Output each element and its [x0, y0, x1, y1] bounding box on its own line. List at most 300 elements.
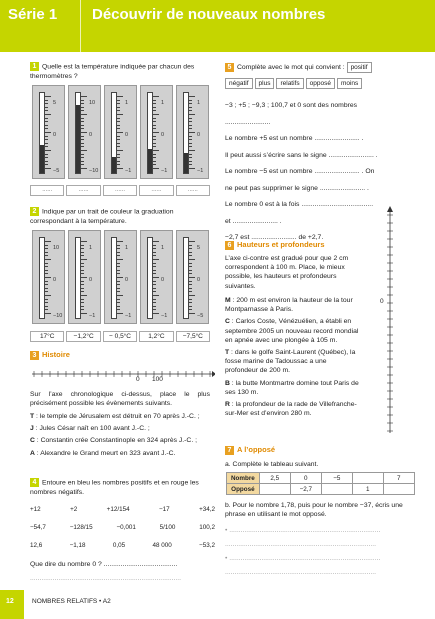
ex3-text: Sur l’axe chronologique ci-dessus, place le plus précisément possible les évènements suivants.: [30, 391, 210, 408]
scale-tick: [189, 299, 192, 300]
scale-tick: [45, 143, 48, 144]
scale-tick: [153, 270, 156, 271]
table-cell[interactable]: 1: [352, 484, 383, 495]
word-negatif[interactable]: négatif: [225, 78, 253, 89]
scale-tick: [117, 313, 123, 314]
scale-tick: [81, 164, 84, 165]
scale-tick: [189, 114, 195, 115]
mercury-level: [40, 145, 44, 173]
scale-tick: [45, 295, 51, 296]
scale-label: 0: [125, 277, 129, 283]
scale-tick: [189, 248, 192, 249]
number-item[interactable]: 12,6: [30, 541, 43, 549]
scale-tick: [45, 270, 48, 271]
axis-label-100: 100: [152, 376, 163, 383]
ex2-values-row: [30, 331, 210, 342]
word-bank: [225, 78, 430, 89]
scale-tick: [189, 277, 195, 278]
scale-tick: [45, 150, 51, 151]
sentence[interactable]: Le nombre −5 est un nombre ........................ . On: [225, 168, 375, 175]
answer-box[interactable]: ......: [176, 185, 210, 196]
sentence[interactable]: ........................: [225, 118, 271, 126]
ex7-heading: [225, 445, 275, 455]
scale-label: −1: [197, 168, 204, 174]
ex2-number: 2: [30, 207, 39, 216]
sentence[interactable]: Le nombre 0 est à la fois ......................................: [225, 201, 374, 208]
scale-tick: [153, 309, 156, 310]
scale-tick: [117, 125, 120, 126]
serie-label: Série 1: [8, 6, 58, 23]
scale-tick: [45, 168, 51, 169]
scale-label: −1: [125, 168, 132, 174]
scale-tick: [153, 281, 156, 282]
scale-tick: [81, 288, 84, 289]
scale-tick: [81, 143, 84, 144]
ex2-statement: [30, 207, 210, 226]
ex6-item: R : la profondeur de la rade de Villefranche-sur-Mer est d’environ 280 m.: [225, 401, 357, 418]
ex1-answer-row: [30, 185, 210, 196]
word-plus[interactable]: plus: [255, 78, 275, 89]
scale-tick: [45, 248, 48, 249]
scale-tick: [117, 114, 123, 115]
scale-tick: [189, 252, 192, 253]
table-cell[interactable]: −2,7: [290, 484, 321, 495]
scale-tick: [81, 168, 87, 169]
scale-tick: [117, 161, 120, 162]
scale-tick: [45, 157, 48, 158]
scale-tick: [153, 245, 156, 246]
number-item[interactable]: −17: [158, 505, 170, 513]
ex3-item: C : Constantin crée Constantinople en 324 après J.-C. ;: [30, 437, 198, 445]
answer-box[interactable]: ......: [139, 185, 173, 196]
scale-tick: [81, 241, 87, 242]
scale-tick: [153, 143, 156, 144]
scale-label: −10: [89, 168, 99, 174]
scale-tick: [153, 259, 159, 260]
scale-tick: [45, 110, 48, 111]
scale-tick: [45, 118, 48, 119]
scale-tick: [153, 96, 159, 97]
thermometer[interactable]: [32, 230, 65, 324]
scale-tick: [189, 128, 192, 129]
answer-line[interactable]: • ................................................................................: [225, 555, 381, 562]
number-item[interactable]: −0,001: [116, 523, 136, 531]
scale-tick: [45, 125, 48, 126]
scale-tick: [81, 263, 84, 264]
scale-tick: [81, 266, 84, 267]
scale-tick: [117, 245, 120, 246]
scale-tick: [81, 277, 87, 278]
ex6-number: 6: [225, 241, 234, 250]
scale-tick: [153, 157, 156, 158]
scale-tick: [117, 252, 120, 253]
scale-tick: [45, 139, 48, 140]
scale-tick: [189, 118, 192, 119]
temperature-value: 17°C: [30, 331, 64, 342]
ex3-item: T : le temple de Jérusalem est détruit en 70 après J.-C. ;: [30, 413, 200, 420]
scale-tick: [189, 125, 192, 126]
ex7-part-a: a. Complète le tableau suivant.: [225, 461, 319, 468]
scale-tick: [81, 161, 84, 162]
number-item[interactable]: −53,2: [199, 541, 215, 549]
scale-label: 10: [89, 100, 96, 106]
scale-tick: [81, 306, 84, 307]
scale-tick: [117, 164, 120, 165]
ex5-statement: [225, 62, 425, 73]
scale-tick: [189, 259, 195, 260]
scale-tick: [117, 288, 120, 289]
table-header: Opposé: [227, 484, 260, 495]
scale-tick: [45, 161, 48, 162]
scale-tick: [153, 110, 156, 111]
scale-tick: [117, 284, 120, 285]
ex3-items: [30, 412, 215, 458]
scale-tick: [117, 128, 120, 129]
scale-tick: [117, 96, 123, 97]
number-item[interactable]: +34,2: [199, 505, 215, 513]
scale-tick: [189, 121, 192, 122]
scale-tick: [45, 266, 48, 267]
scale-label: 1: [125, 100, 129, 106]
scale-tick: [153, 255, 156, 256]
scale-tick: [117, 241, 123, 242]
scale-tick: [117, 136, 120, 137]
number-item[interactable]: 0,05: [112, 541, 126, 549]
answer-box[interactable]: ......: [30, 185, 64, 196]
scale-tick: [117, 154, 120, 155]
scale-tick: [81, 281, 84, 282]
sentence[interactable]: et ........................ .: [225, 217, 282, 225]
sentence[interactable]: ne peut pas supprimer le signe ........................ .: [225, 184, 369, 192]
scale-tick: [45, 96, 51, 97]
scale-label: −1: [125, 313, 132, 319]
header-separator: [80, 0, 81, 52]
opposites-table: [226, 472, 415, 495]
ex4-text: Entoure en bleu les nombres positifs et en rouge les nombres négatifs.: [30, 479, 199, 496]
answer-line[interactable]: • ................................................................................: [225, 527, 381, 534]
scale-tick: [189, 132, 195, 133]
table-cell[interactable]: [352, 473, 383, 484]
scale-label: 0: [89, 132, 93, 138]
scale-tick: [153, 154, 156, 155]
scale-tick: [81, 150, 87, 151]
scale-tick: [153, 161, 156, 162]
scale-tick: [117, 266, 120, 267]
sentence[interactable]: −2,7 est ........................ de +2,7.: [225, 234, 324, 241]
footer-text: NOMBRES RELATIFS • A2: [32, 598, 111, 605]
scale-tick: [117, 100, 120, 101]
sentence[interactable]: Il peut aussi s’écrire sans le signe ........................ .: [225, 151, 378, 159]
table-cell[interactable]: [383, 484, 414, 495]
scale-label: −1: [89, 313, 96, 319]
table-cell[interactable]: 0: [290, 473, 321, 484]
word-positif[interactable]: positif: [347, 62, 372, 73]
scale-tick: [189, 161, 192, 162]
scale-tick: [117, 150, 123, 151]
scale-tick: [153, 114, 159, 115]
scale-tick: [45, 306, 48, 307]
scale-tick: [117, 259, 123, 260]
scale-label: −5: [53, 168, 60, 174]
scale-label: 0: [197, 132, 201, 138]
scale-tick: [45, 100, 48, 101]
temperature-value: − 0,5°C: [103, 331, 137, 342]
scale-tick: [81, 154, 84, 155]
ex6-item: C : Carlos Coste, Vénézuélien, a établi en septembre 2005 un nouveau record mondial en apnée avec une plongée à 105 m.: [225, 318, 359, 344]
scale-tick: [45, 121, 48, 122]
scale-tick: [189, 110, 192, 111]
scale-tick: [117, 277, 123, 278]
number-item[interactable]: +12: [30, 505, 41, 513]
scale-label: 0: [89, 277, 93, 283]
table-cell[interactable]: [321, 484, 352, 495]
scale-tick: [189, 143, 192, 144]
sentence[interactable]: Le nombre +5 est un nombre ........................ .: [225, 135, 364, 142]
scale-tick: [81, 96, 87, 97]
ex4-numbers: [30, 502, 215, 552]
ex1-text: Quelle est la température indiquée par chacun des thermomètres ?: [30, 63, 195, 80]
answer-box[interactable]: ......: [66, 185, 100, 196]
scale-tick: [153, 168, 159, 169]
number-item[interactable]: 100,2: [199, 523, 215, 531]
scale-tick: [189, 164, 192, 165]
table-cell[interactable]: −5: [321, 473, 352, 484]
scale-tick: [81, 259, 87, 260]
scale-tick: [45, 277, 51, 278]
ex6-title: Hauteurs et profondeurs: [237, 240, 325, 249]
scale-tick: [153, 132, 159, 133]
thermometer[interactable]: [176, 230, 209, 324]
scale-tick: [189, 281, 192, 282]
number-item[interactable]: −1,18: [69, 541, 86, 549]
scale-tick: [45, 259, 51, 260]
answer-line[interactable]: ................................................................................: [225, 541, 377, 548]
thermometer[interactable]: [68, 230, 101, 324]
ex5-number: 5: [225, 63, 234, 72]
thermometer: [68, 85, 101, 179]
ex1-statement: [30, 62, 210, 81]
scale-tick: [153, 136, 156, 137]
scale-label: 0: [53, 132, 57, 138]
scale-tick: [117, 255, 120, 256]
scale-tick: [153, 107, 156, 108]
scale-tick: [189, 96, 195, 97]
scale-tick: [117, 110, 120, 111]
scale-tick: [189, 266, 192, 267]
scale-label: 5: [53, 100, 57, 106]
scale-tick: [81, 245, 84, 246]
scale-label: 0: [161, 132, 165, 138]
scale-tick: [45, 263, 48, 264]
scale-label: −5: [197, 313, 204, 319]
scale-tick: [45, 154, 48, 155]
answer-line[interactable]: ................................................................................: [225, 569, 377, 576]
scale-tick: [189, 107, 192, 108]
scale-label: 1: [89, 245, 93, 251]
scale-tick: [153, 241, 159, 242]
answer-box[interactable]: ......: [103, 185, 137, 196]
scale-tick: [117, 302, 120, 303]
scale-label: 1: [197, 100, 201, 106]
word-oppose[interactable]: opposé: [306, 78, 335, 89]
scale-tick: [153, 291, 156, 292]
scale-tick: [81, 313, 87, 314]
ex5-text: Complète avec le mot qui convient :: [237, 64, 345, 71]
number-item[interactable]: 48 000: [152, 541, 172, 549]
answer-lines: [225, 524, 420, 580]
temperature-value: −7,5°C: [176, 331, 210, 342]
scale-tick: [117, 146, 120, 147]
scale-tick: [189, 100, 192, 101]
number-row: [30, 502, 215, 516]
scale-tick: [189, 245, 192, 246]
scale-tick: [81, 291, 84, 292]
temperature-value: −1,2°C: [66, 331, 100, 342]
thermometer[interactable]: [104, 230, 137, 324]
ex2-text: Indique par un trait de couleur la graduation correspondant à la température.: [30, 208, 174, 225]
scale-tick: [117, 295, 123, 296]
scale-tick: [81, 118, 84, 119]
scale-tick: [189, 288, 192, 289]
thermometers-row-2: [30, 230, 210, 325]
scale-tick: [153, 313, 159, 314]
scale-label: 1: [161, 245, 165, 251]
scale-tick: [81, 110, 84, 111]
scale-tick: [153, 266, 156, 267]
scale-label: −10: [53, 313, 63, 319]
scale-tick: [81, 139, 84, 140]
scale-tick: [153, 248, 156, 249]
scale-tick: [117, 306, 120, 307]
scale-tick: [153, 295, 159, 296]
scale-tick: [117, 107, 120, 108]
scale-tick: [153, 299, 156, 300]
scale-tick: [117, 132, 123, 133]
word-moins[interactable]: moins: [337, 78, 362, 89]
ex4-question[interactable]: Que dire du nombre 0 ? .......................................: [30, 561, 178, 568]
ex7-title: A l’opposé: [237, 445, 276, 454]
page-title: Découvrir de nouveaux nombres: [92, 6, 326, 23]
number-item[interactable]: −128/15: [69, 523, 93, 531]
ex6-item: T : dans le golfe Saint-Laurent (Québec), la fosse marine de Tadoussac a une profondeur de 200 m.: [225, 349, 356, 375]
scale-tick: [189, 313, 195, 314]
scale-tick: [45, 136, 48, 137]
thermometer: [32, 85, 65, 179]
scale-tick: [45, 273, 48, 274]
scale-tick: [117, 248, 120, 249]
scale-tick: [189, 295, 195, 296]
scale-tick: [153, 150, 159, 151]
chronology-axis[interactable]: [30, 364, 215, 390]
number-row: [30, 516, 215, 538]
ex3-number: 3: [30, 351, 39, 360]
scale-tick: [153, 252, 156, 253]
scale-tick: [189, 291, 192, 292]
thermometer: [140, 85, 173, 179]
scale-tick: [153, 284, 156, 285]
ex7-number: 7: [225, 446, 234, 455]
ex3-title: Histoire: [42, 350, 70, 359]
scale-tick: [189, 263, 192, 264]
scale-tick: [153, 121, 156, 122]
scale-tick: [117, 281, 120, 282]
scale-tick: [153, 139, 156, 140]
ex6-item: B : la butte Montmartre domine tout Paris de ses 130 m.: [225, 379, 359, 396]
scale-tick: [153, 302, 156, 303]
ex7-part-b: b. Pour le nombre 1,78, puis pour le nombre −37, écris une phrase en utilisant le mot opposé.: [225, 502, 403, 519]
number-row: [30, 538, 215, 552]
scale-tick: [153, 146, 156, 147]
mercury-level: [112, 157, 116, 173]
ex3-item: J : Jules César naît en 100 avant J.-C. ;: [30, 425, 150, 433]
scale-tick: [117, 309, 120, 310]
scale-tick: [153, 118, 156, 119]
scale-tick: [45, 309, 48, 310]
scale-tick: [81, 157, 84, 158]
scale-tick: [117, 157, 120, 158]
scale-tick: [81, 302, 84, 303]
ex6-items: [225, 296, 360, 418]
table-row: [227, 484, 415, 495]
ex3-item: A : Alexandre le Grand meurt en 323 avant J.-C.: [30, 449, 176, 457]
scale-tick: [81, 136, 84, 137]
scale-tick: [45, 291, 48, 292]
thermometer[interactable]: [140, 230, 173, 324]
scale-tick: [117, 273, 120, 274]
scale-tick: [45, 103, 48, 104]
ex3-heading: [30, 350, 70, 360]
word-relatifs[interactable]: relatifs: [276, 78, 303, 89]
scale-tick: [45, 252, 48, 253]
scale-tick: [45, 114, 51, 115]
scale-tick: [81, 270, 84, 271]
scale-label: 0: [53, 277, 57, 283]
sentence: −3 ; +5 ; −9,3 ; 100,7 et 0 sont des nombres: [225, 102, 358, 109]
number-item[interactable]: +12/154: [106, 505, 130, 513]
scale-tick: [81, 252, 84, 253]
ex1-number: 1: [30, 62, 39, 71]
table-cell[interactable]: [259, 484, 290, 495]
number-item[interactable]: −54,7: [30, 523, 46, 531]
scale-tick: [81, 273, 84, 274]
mercury-level: [184, 153, 188, 173]
scale-tick: [45, 107, 48, 108]
answer-line[interactable]: ................................................................................: [30, 575, 182, 582]
scale-tick: [81, 121, 84, 122]
scale-tick: [45, 255, 48, 256]
scale-tick: [153, 277, 159, 278]
scale-tick: [81, 100, 84, 101]
scale-tick: [189, 270, 192, 271]
scale-tick: [117, 168, 123, 169]
table-row: [227, 473, 415, 484]
table-cell[interactable]: 7: [383, 473, 414, 484]
ex6-intro: L’axe ci-contre est gradué pour que 2 cm correspondent à 100 m. Place, le mieux possible, les hauteurs et profondeurs suivantes.: [225, 255, 349, 290]
scale-tick: [153, 263, 156, 264]
scale-tick: [189, 284, 192, 285]
depth-axis-zero: 0: [380, 298, 384, 305]
scale-tick: [81, 128, 84, 129]
ex4-number: 4: [30, 478, 39, 487]
number-item[interactable]: +2: [70, 505, 78, 513]
table-cell[interactable]: 2,5: [259, 473, 290, 484]
depth-axis[interactable]: [370, 205, 400, 435]
number-item[interactable]: 5/100: [159, 523, 176, 531]
scale-tick: [45, 313, 51, 314]
scale-tick: [81, 103, 84, 104]
scale-label: 0: [161, 277, 165, 283]
scale-tick: [81, 309, 84, 310]
